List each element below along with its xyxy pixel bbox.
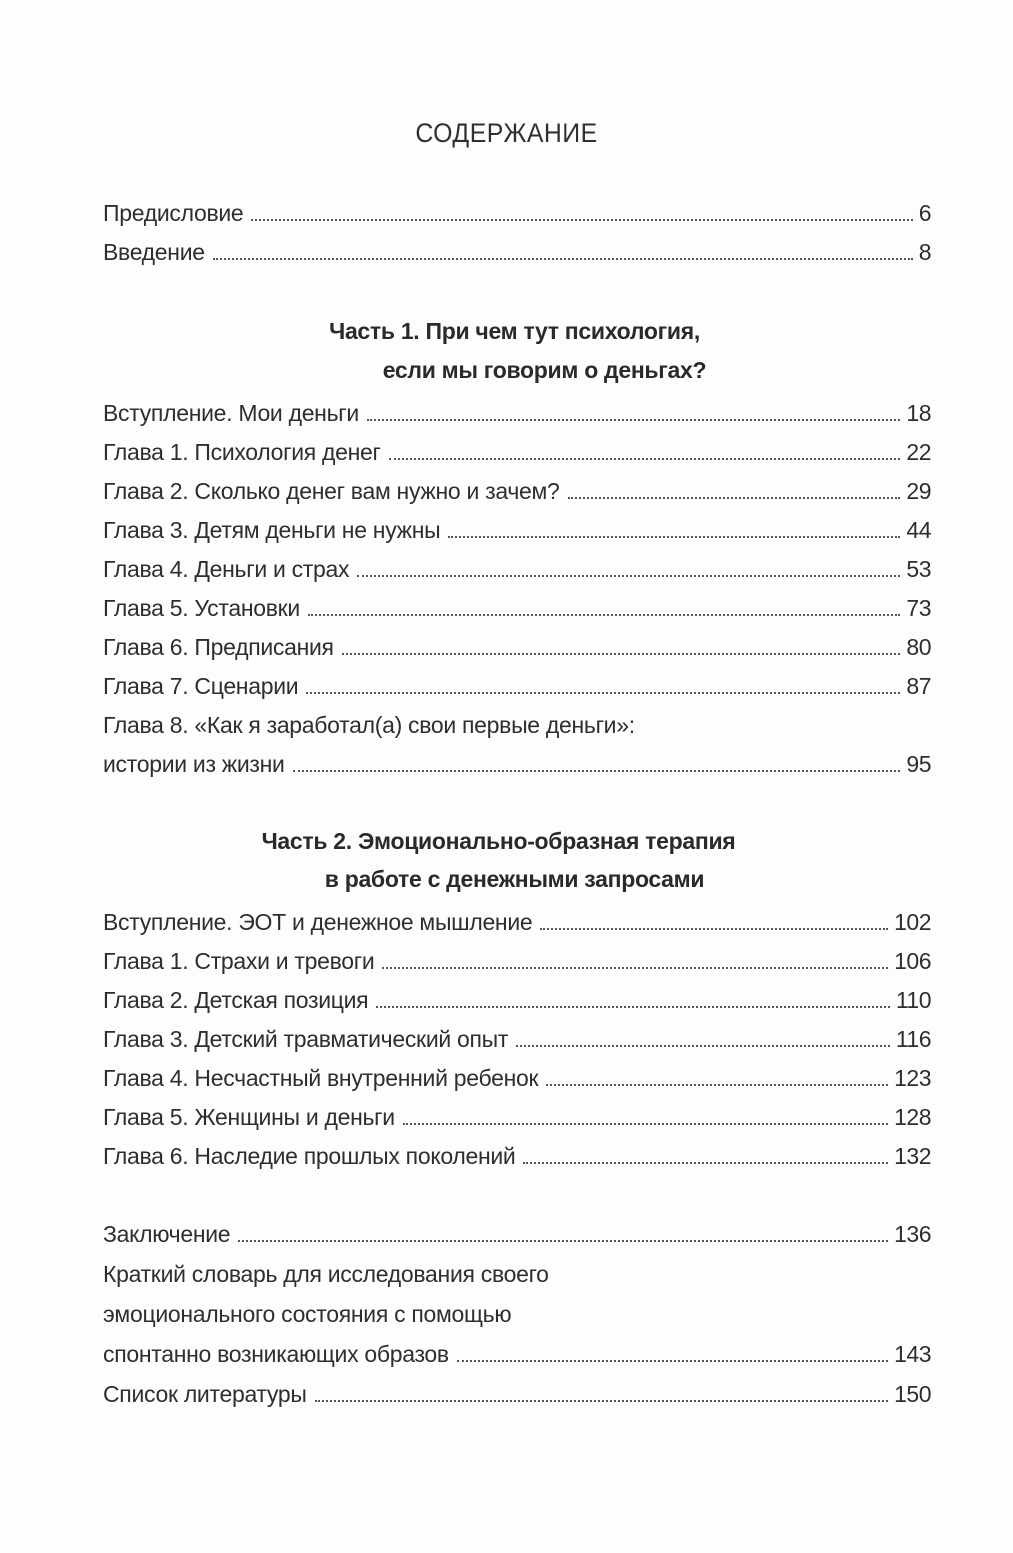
toc-entry-label: Глава 4. Деньги и страх xyxy=(103,556,350,582)
dot-leader xyxy=(342,633,901,661)
toc-entry-label: Предисловие xyxy=(103,200,244,226)
toc-page-number: 106 xyxy=(894,948,931,974)
toc-entry-introduction xyxy=(103,232,931,266)
toc-entry-label: Глава 6. Предписания xyxy=(103,634,334,660)
toc-entry-label: Список литературы xyxy=(103,1381,307,1407)
toc-entry xyxy=(103,705,931,739)
toc-entry-label: спонтанно возникающих образов xyxy=(103,1341,449,1367)
toc-entry-label: Вступление. Мои деньги xyxy=(103,400,359,426)
toc-page-number: 18 xyxy=(906,400,931,426)
toc-entry-label: Глава 2. Детская позиция xyxy=(103,987,369,1013)
toc-entry xyxy=(103,432,931,466)
toc-entry-label: Введение xyxy=(103,239,205,265)
part-2-heading-line2: в работе с денежными запросами xyxy=(324,866,705,892)
toc-entry xyxy=(103,941,931,975)
toc-entry xyxy=(103,666,931,700)
toc-entry-dictionary-line3 xyxy=(103,1334,931,1368)
toc-entry xyxy=(103,393,931,427)
dot-leader xyxy=(367,399,901,427)
toc-entry-label: Глава 1. Страхи и тревоги xyxy=(103,948,375,974)
dot-leader xyxy=(315,1380,889,1408)
toc-entry-label: Глава 6. Наследие прошлых поколений xyxy=(103,1143,516,1169)
toc-page-number: 22 xyxy=(906,439,931,465)
toc-entry xyxy=(103,744,931,778)
dot-leader xyxy=(448,516,900,544)
toc-entry-dictionary-line2 xyxy=(103,1294,931,1328)
toc-page-number: 95 xyxy=(906,751,931,777)
toc-page-number: 8 xyxy=(918,239,931,265)
toc-page-number: 102 xyxy=(894,909,931,935)
toc-page-number: 150 xyxy=(894,1381,931,1407)
dot-leader xyxy=(523,1142,888,1170)
toc-page-number: 116 xyxy=(895,1026,931,1052)
dot-leader xyxy=(457,1340,888,1368)
toc-entry-label: Глава 1. Психология денег xyxy=(103,439,381,465)
toc-entry-label: Краткий словарь для исследования своего xyxy=(103,1261,549,1287)
toc-entry xyxy=(103,627,931,661)
toc-entry-dictionary-line1 xyxy=(103,1254,931,1288)
dot-leader xyxy=(251,199,912,227)
dot-leader xyxy=(306,672,900,700)
toc-entry xyxy=(103,1019,931,1053)
dot-leader xyxy=(403,1103,888,1131)
toc-page-number: 143 xyxy=(894,1341,931,1367)
dot-leader xyxy=(376,986,889,1014)
toc-entry-label: Заключение xyxy=(103,1221,231,1247)
part-1-heading-line1: Часть 1. При чем тут психология, xyxy=(329,318,700,344)
toc-page-number: 53 xyxy=(906,556,931,582)
toc-entry-label: истории из жизни xyxy=(103,751,285,777)
dot-leader xyxy=(568,477,901,505)
dot-leader xyxy=(389,438,901,466)
toc-entry xyxy=(103,471,931,505)
page-title: СОДЕРЖАНИЕ xyxy=(415,118,598,148)
toc-page-number: 128 xyxy=(894,1104,931,1130)
toc-entry xyxy=(103,980,931,1014)
toc-page-number: 132 xyxy=(894,1143,931,1169)
toc-page-number: 6 xyxy=(918,200,931,226)
toc-page-number: 136 xyxy=(894,1221,931,1247)
toc-page-number: 29 xyxy=(906,478,931,504)
toc-page-number: 73 xyxy=(906,595,931,621)
toc-page-number: 80 xyxy=(906,634,931,660)
toc-entry-label: Глава 5. Установки xyxy=(103,595,300,621)
dot-leader xyxy=(540,908,888,936)
dot-leader xyxy=(516,1025,890,1053)
toc-entry xyxy=(103,510,931,544)
dot-leader xyxy=(382,947,888,975)
toc-entry xyxy=(103,1136,931,1170)
toc-entry xyxy=(103,1058,931,1092)
toc-page-number: 44 xyxy=(906,517,931,543)
dot-leader xyxy=(308,594,900,622)
toc-entry-label: Глава 3. Детский травматический опыт xyxy=(103,1026,509,1052)
toc-page-number: 87 xyxy=(906,673,931,699)
toc-entry-preface xyxy=(103,193,931,227)
toc-entry-label: Глава 3. Детям деньги не нужны xyxy=(103,517,441,543)
dot-leader xyxy=(213,238,913,266)
part-2-heading-line1: Часть 2. Эмоционально-образная терапия xyxy=(261,828,736,854)
toc-entry xyxy=(103,902,931,936)
toc-page-number: 123 xyxy=(894,1065,931,1091)
dot-leader xyxy=(546,1064,888,1092)
toc-entry-label: Глава 7. Сценарии xyxy=(103,673,299,699)
toc-entry-label: Глава 4. Несчастный внутренний ребенок xyxy=(103,1065,539,1091)
toc-entry xyxy=(103,588,931,622)
toc-entry-label: Глава 2. Сколько денег вам нужно и зачем? xyxy=(103,478,560,504)
part-1-heading-line2: если мы говорим о деньгах? xyxy=(382,357,707,383)
toc-entry-conclusion xyxy=(103,1214,931,1248)
dot-leader xyxy=(357,555,900,583)
toc-page-number: 110 xyxy=(895,987,931,1013)
toc-entry xyxy=(103,549,931,583)
dot-leader xyxy=(293,750,901,778)
toc-entry-label: Вступление. ЭОТ и денежное мышление xyxy=(103,909,533,935)
toc-entry-label: Глава 5. Женщины и деньги xyxy=(103,1104,395,1130)
toc-entry xyxy=(103,1097,931,1131)
toc-entry-bibliography xyxy=(103,1374,931,1408)
toc-entry-label: эмоционального состояния с помощью xyxy=(103,1301,512,1327)
dot-leader xyxy=(238,1220,888,1248)
toc-entry-label: Глава 8. «Как я заработал(а) свои первые деньги»: xyxy=(103,712,635,738)
